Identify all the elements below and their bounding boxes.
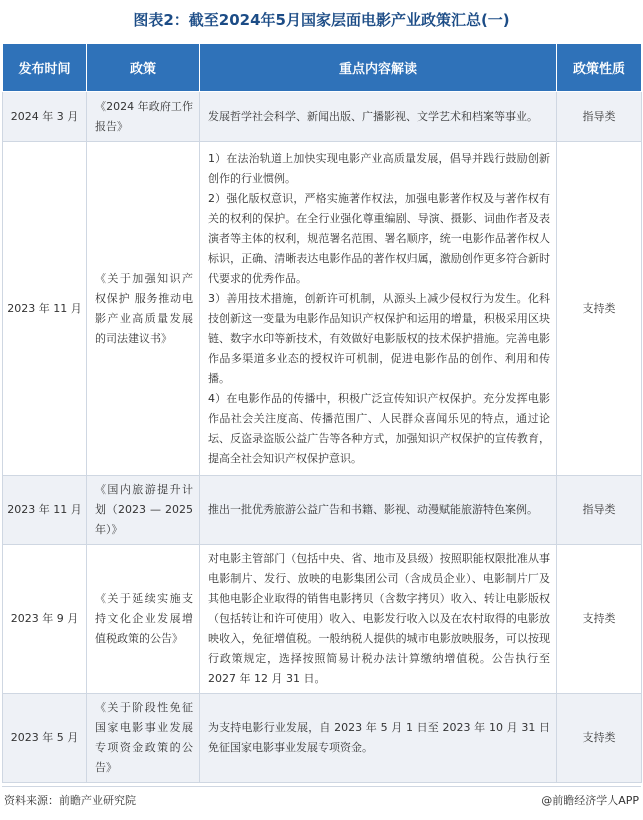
cell-date: 2023 年 11 月: [3, 476, 87, 545]
content-paragraph: 4）在电影作品的传播中，积极广泛宣传知识产权保护。充分发挥电影作品社会关注度高、传播范围广、人民群众喜闻乐见的特点，通过论坛、反盗录盗版公益广告等各种方式，加强知识产权保护的宣传教育，提高全社会知识产权保护意识。: [208, 391, 550, 465]
table-row: [3, 142, 642, 476]
content-paragraph: 发展哲学社会科学、新闻出版、广播影视、文学艺术和档案等事业。: [208, 109, 538, 123]
brand-credit: @前瞻经济学人APP: [541, 794, 639, 807]
table-row: [3, 694, 642, 783]
content-paragraph: 为支持电影行业发展，自 2023 年 5 月 1 日至 2023 年 10 月 31 日免征国家电影事业发展专项资金。: [208, 721, 550, 754]
content-paragraph: 3）善用技术措施，创新许可机制，从源头上减少侵权行为发生。化科技创新这一变量为电影作品知识产权保护和运用的增量，积极采用区块链、数字水印等新技术，有效做好电影版权的技术保护措施。完善电影作品多渠道多业态的授权许可机制，促进电影作品的创作、利用和传播。: [208, 291, 550, 385]
table-header-row: [3, 44, 642, 92]
cell-policy: 《国内旅游提升计划（2023 — 2025 年）》: [87, 476, 200, 545]
header-content: 重点内容解读: [200, 44, 557, 92]
cell-nature: 支持类: [557, 142, 642, 476]
content-paragraph: 对电影主管部门（包括中央、省、地市及县级）按照职能权限批准从事电影制片、发行、放映的电影集团公司（含成员企业）、电影制片厂及其他电影企业取得的销售电影拷贝（含数字拷贝）收入、转让电影版权（包括转让和许可使用）收入、电影发行收入以及在农村取得的电影放映收入，免征增值税。一般纳税人提供的城市电影放映服务，可以按现行政策规定，选择按照简易计税办法计算缴纳增值税。公告执行至 2027 年 12 月 31 日。: [208, 552, 550, 685]
cell-content: [200, 142, 557, 476]
cell-date: 2024 年 3 月: [3, 92, 87, 142]
footer-divider: [2, 786, 641, 787]
cell-date: 2023 年 9 月: [3, 545, 87, 694]
content-paragraph: 2）强化版权意识，严格实施著作权法，加强电影著作权及与著作权有关的权利的保护。在全行业强化尊重编剧、导演、摄影、词曲作者及表演者等主体的权利，规范署名范围、署名顺序，统一电影作品著作权人标识，正确、清晰表达电影作品的著作权归属，激励创作更多符合新时代要求的优秀作品。: [208, 191, 550, 285]
content-paragraph: 1）在法治轨道上加快实现电影产业高质量发展，倡导并践行鼓励创新创作的行业惯例。: [208, 151, 550, 185]
cell-policy: 《2024 年政府工作报告》: [87, 92, 200, 142]
cell-policy: 《关于阶段性免征国家电影事业发展专项资金政策的公告》: [87, 694, 200, 783]
page-title: 图表2：截至2024年5月国家层面电影产业政策汇总(一): [133, 11, 510, 29]
table-row: [3, 545, 642, 694]
cell-content: [200, 545, 557, 694]
cell-date: 2023 年 11 月: [3, 142, 87, 476]
source-note: 资料来源：前瞻产业研究院: [4, 794, 136, 807]
policy-table: [2, 43, 642, 783]
cell-nature: 支持类: [557, 694, 642, 783]
cell-nature: 支持类: [557, 545, 642, 694]
header-date: 发布时间: [3, 44, 87, 92]
cell-content: [200, 92, 557, 142]
cell-policy: 《关于延续实施支持文化企业发展增值税政策的公告》: [87, 545, 200, 694]
table-row: [3, 476, 642, 545]
cell-nature: 指导类: [557, 92, 642, 142]
header-nature: 政策性质: [557, 44, 642, 92]
cell-date: 2023 年 5 月: [3, 694, 87, 783]
policy-table-container: [2, 43, 641, 783]
table-row: [3, 92, 642, 142]
cell-policy: 《关于加强知识产权保护 服务推动电影产业高质量发展的司法建议书》: [87, 142, 200, 476]
cell-content: [200, 476, 557, 545]
content-paragraph: 推出一批优秀旅游公益广告和书籍、影视、动漫赋能旅游特色案例。: [208, 503, 538, 516]
header-policy: 政策: [87, 44, 200, 92]
cell-nature: 指导类: [557, 476, 642, 545]
cell-content: [200, 694, 557, 783]
footer: [0, 790, 643, 810]
